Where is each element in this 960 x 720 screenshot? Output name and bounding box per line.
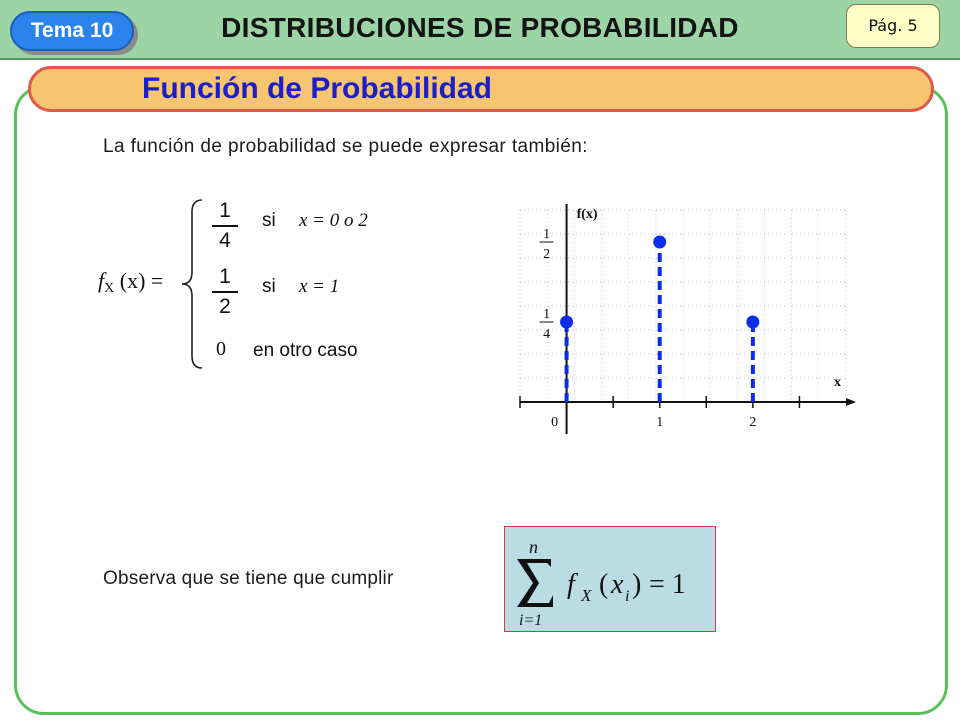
sum-lower-limit: i=1 (519, 612, 543, 629)
x-axis-label: x (834, 375, 841, 390)
formula-lhs-f: f (98, 268, 105, 293)
note-text: Observa que se tiene que cumplir (103, 568, 394, 589)
case2-condition: x = 1 (299, 276, 340, 297)
sum-body-x: x (611, 569, 624, 600)
case2-si: si (262, 276, 276, 297)
x-tick-label: 0 (551, 415, 559, 430)
formula-lhs-subscript: X (104, 281, 115, 296)
otherwise-text: en otro caso (253, 340, 358, 361)
case2-denominator: 2 (219, 295, 231, 318)
y-tick-denominator: 2 (543, 247, 551, 262)
x-axis-arrow (846, 398, 856, 406)
case1-fraction (210, 200, 240, 252)
stem-marker (746, 316, 759, 329)
sum-body-subscript: X (581, 586, 592, 605)
case2-fraction (210, 266, 240, 318)
sum-body-open-paren: ( (599, 569, 609, 600)
sum-upper-limit: n (529, 537, 538, 557)
sum-body-f: f (567, 569, 575, 600)
stem-marker (560, 316, 573, 329)
piecewise-brace (180, 198, 206, 370)
tema-badge[interactable]: Tema 10 (10, 11, 134, 51)
sum-body-x-subscript: i (625, 588, 630, 605)
x-tick-label: 2 (749, 415, 757, 430)
case2-numerator: 1 (219, 265, 231, 288)
page-title: DISTRIBUCIONES DE PROBABILIDAD (221, 12, 739, 43)
y-tick-numerator: 1 (543, 227, 551, 242)
probability-stem-chart (500, 190, 860, 440)
sigma-icon (517, 559, 553, 607)
case1-fraction-bar (212, 225, 238, 227)
otherwise-value: 0 (216, 338, 226, 360)
formula-lhs (98, 268, 163, 294)
y-tick-denominator: 4 (543, 327, 551, 342)
sum-formula-box (504, 526, 716, 632)
x-tick-label: 1 (656, 415, 664, 430)
stem-marker (653, 236, 666, 249)
sum-formula (505, 527, 715, 631)
case2-fraction-bar (212, 291, 238, 293)
section-title: Función de Probabilidad (142, 72, 493, 105)
case1-denominator: 4 (219, 229, 231, 252)
y-axis-label: f(x) (576, 207, 598, 222)
case1-condition: x = 0 o 2 (299, 210, 368, 231)
sum-equals-one: = 1 (649, 569, 686, 600)
case1-si: si (262, 210, 276, 231)
y-tick-numerator: 1 (543, 307, 551, 322)
sum-body-close-paren: ) (632, 569, 642, 600)
intro-text: La función de probabilidad se puede expresar también: (103, 136, 588, 157)
formula-lhs-rest: (x) = (114, 268, 164, 293)
page-number-badge: Pág. 5 (846, 4, 940, 48)
case1-numerator: 1 (219, 199, 231, 222)
